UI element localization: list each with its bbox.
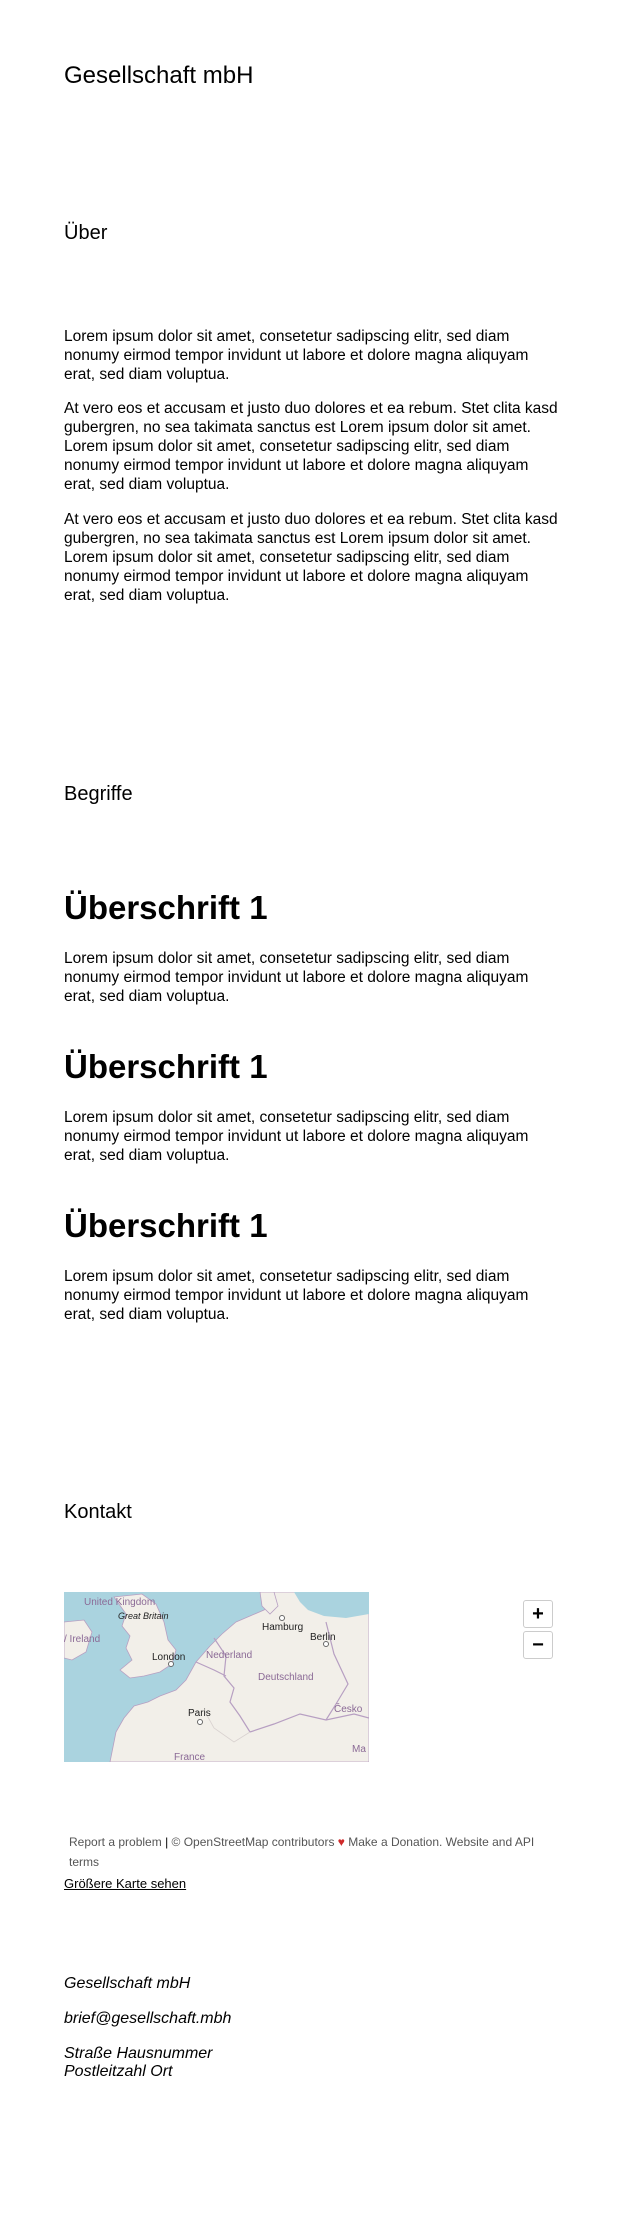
map-label: London (152, 1652, 186, 1663)
map-attribution (69, 1832, 561, 1872)
map-label: Hamburg (262, 1622, 304, 1633)
attribution-separator: | (165, 1835, 169, 1849)
about-paragraph: At vero eos et accusam et justo duo dolores et ea rebum. Stet clita kasd gubergren, no sea takimata sanctus est Lorem ipsum dolor sit amet. Lorem ipsum dolor sit amet, consetetur sadipscing elitr, sed diam nonumy eirmod tempor invidunt ut labore et dolore magna aliquyam erat, sed diam voluptua. (64, 400, 558, 493)
term-text: Lorem ipsum dolor sit amet, consetetur sadipscing elitr, sed diam nonumy eirmod tempor invidunt ut labore et dolore magna aliquyam erat, sed diam voluptua. (64, 950, 529, 1005)
terms-link[interactable]: Website and API terms (69, 1835, 535, 1869)
map-tiles (64, 1592, 369, 1762)
section-title-about: Über (64, 222, 108, 244)
map-label: / Ireland (64, 1634, 101, 1645)
map-label: Deutschland (258, 1672, 314, 1683)
minus-icon: − (532, 1634, 544, 1656)
heart-icon: ♥ (337, 1835, 345, 1849)
contact-city: Postleitzahl Ort (64, 2063, 173, 2080)
site-title: Gesellschaft mbH (64, 62, 254, 89)
report-problem-link[interactable]: Report a problem (69, 1835, 162, 1849)
map-label: Česko (334, 1704, 363, 1715)
contact-email[interactable]: brief@gesellschaft.mbh (64, 2010, 232, 2027)
about-paragraph: Lorem ipsum dolor sit amet, consetetur sadipscing elitr, sed diam nonumy eirmod tempor invidunt ut labore et dolore magna aliquyam erat, sed diam voluptua. (64, 328, 529, 383)
term-heading: Überschrift 1 (64, 1207, 268, 1244)
section-title-terms: Begriffe (64, 783, 133, 805)
contact-street: Straße Hausnummer (64, 2045, 213, 2062)
map-label: Paris (188, 1708, 211, 1719)
about-paragraph: At vero eos et accusam et justo duo dolores et ea rebum. Stet clita kasd gubergren, no sea takimata sanctus est Lorem ipsum dolor sit amet. Lorem ipsum dolor sit amet, consetetur sadipscing elitr, sed diam nonumy eirmod tempor invidunt ut labore et dolore magna aliquyam erat, sed diam voluptua. (64, 511, 558, 604)
contact-company: Gesellschaft mbH (64, 1975, 191, 1992)
map-view[interactable] (64, 1592, 369, 1762)
donate-link[interactable]: Make a Donation. (348, 1835, 443, 1849)
map-label: Nederland (206, 1650, 253, 1661)
map-label: Ma (352, 1744, 366, 1755)
map-label: United Kingdom (84, 1597, 156, 1608)
section-title-contact: Kontakt (64, 1501, 132, 1523)
map-label: France (174, 1752, 206, 1762)
plus-icon: + (532, 1603, 544, 1625)
zoom-in-button[interactable] (523, 1600, 553, 1628)
map-label: Great Britain (118, 1611, 169, 1621)
zoom-out-button[interactable] (523, 1631, 553, 1659)
term-heading: Überschrift 1 (64, 889, 268, 926)
term-text: Lorem ipsum dolor sit amet, consetetur sadipscing elitr, sed diam nonumy eirmod tempor invidunt ut labore et dolore magna aliquyam erat, sed diam voluptua. (64, 1268, 529, 1323)
term-text: Lorem ipsum dolor sit amet, consetetur sadipscing elitr, sed diam nonumy eirmod tempor invidunt ut labore et dolore magna aliquyam erat, sed diam voluptua. (64, 1109, 529, 1164)
osm-contributors-link[interactable]: © OpenStreetMap contributors (171, 1835, 335, 1849)
map-label: Berlin (310, 1632, 336, 1643)
term-heading: Überschrift 1 (64, 1048, 268, 1085)
bigger-map-link[interactable]: Größere Karte sehen (64, 1876, 187, 1891)
